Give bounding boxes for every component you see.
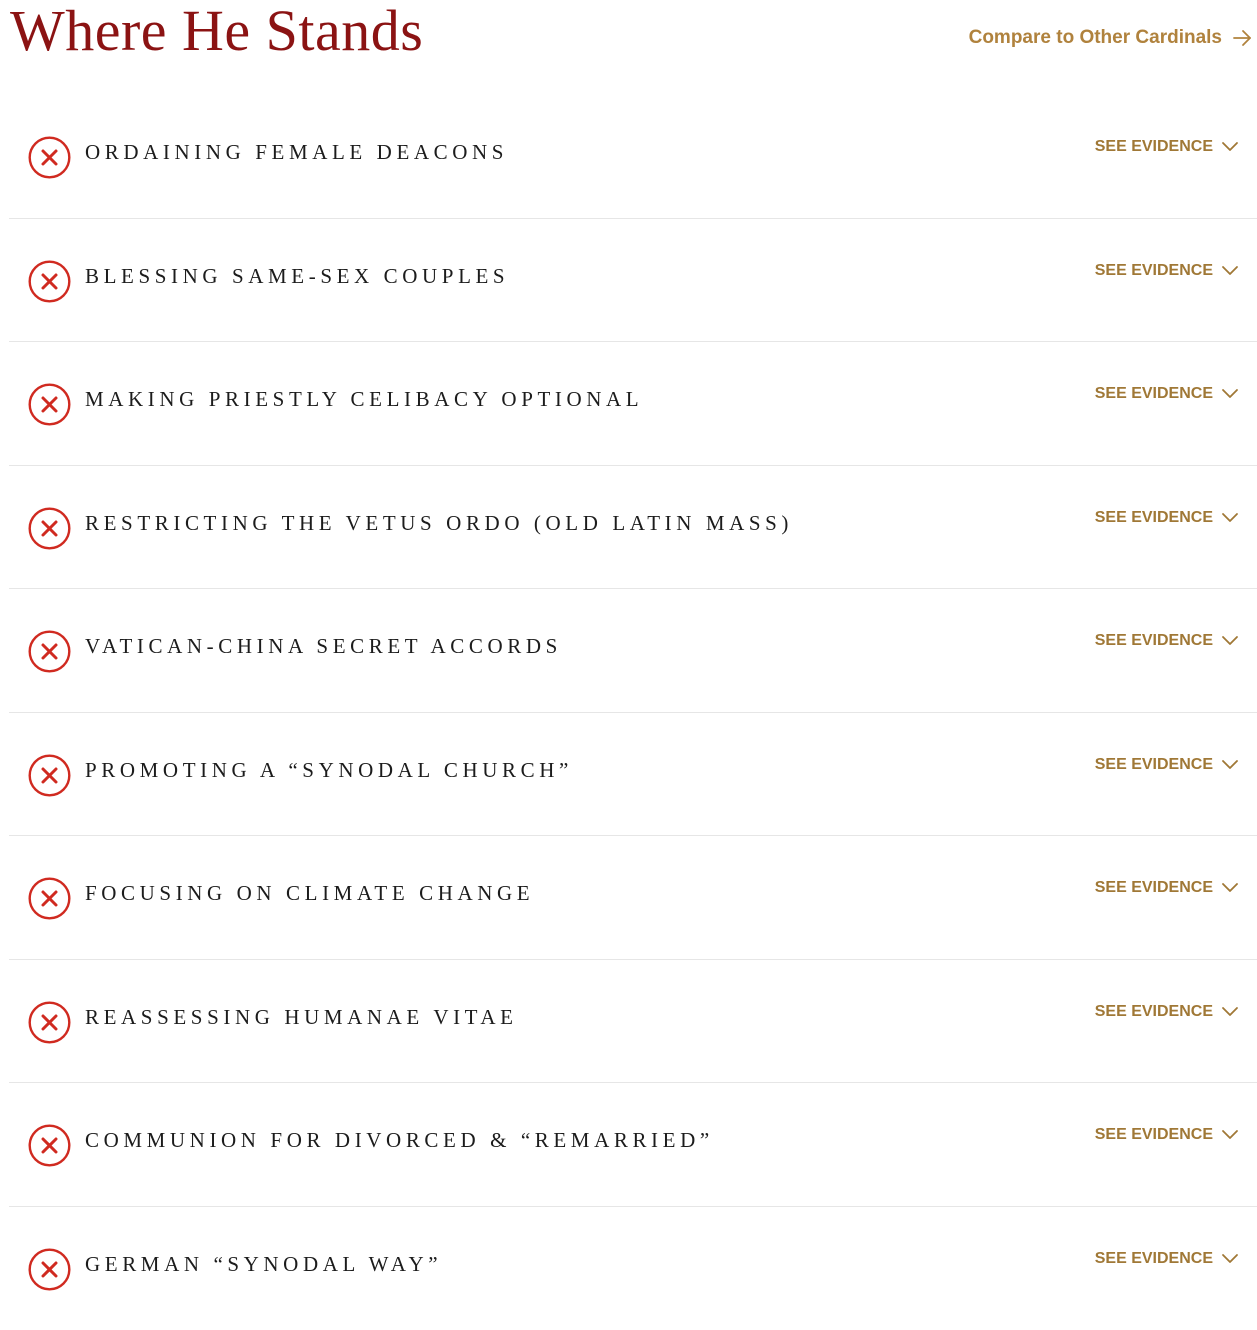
see-evidence-button[interactable] (1095, 1003, 1239, 1021)
see-evidence-button[interactable] (1095, 138, 1239, 156)
see-evidence-button[interactable] (1095, 756, 1239, 774)
stance-label: GERMAN “SYNODAL WAY” (85, 1251, 442, 1277)
x-circle-icon (28, 507, 71, 550)
see-evidence-label: SEE EVIDENCE (1095, 1250, 1213, 1268)
stance-label: ORDAINING FEMALE DEACONS (85, 139, 508, 165)
stance-row (9, 219, 1257, 343)
page-title: Where He Stands (10, 0, 423, 66)
see-evidence-button[interactable] (1095, 1250, 1239, 1268)
section-header (0, 0, 1257, 70)
stance-label: PROMOTING A “SYNODAL CHURCH” (85, 757, 573, 783)
chevron-down-icon (1221, 756, 1239, 774)
chevron-down-icon (1221, 509, 1239, 527)
chevron-down-icon (1221, 1003, 1239, 1021)
see-evidence-button[interactable] (1095, 1126, 1239, 1144)
arrow-right-icon (1232, 28, 1252, 48)
stance-label: COMMUNION FOR DIVORCED & “REMARRIED” (85, 1127, 714, 1153)
see-evidence-button[interactable] (1095, 879, 1239, 897)
x-circle-icon (28, 1001, 71, 1044)
stance-list (9, 95, 1257, 1330)
chevron-down-icon (1221, 1126, 1239, 1144)
stance-row (9, 836, 1257, 960)
stance-label: VATICAN-CHINA SECRET ACCORDS (85, 633, 562, 659)
stance-row (9, 1207, 1257, 1330)
see-evidence-button[interactable] (1095, 632, 1239, 650)
x-circle-icon (28, 1124, 71, 1167)
x-circle-icon (28, 383, 71, 426)
x-circle-icon (28, 260, 71, 303)
chevron-down-icon (1221, 138, 1239, 156)
see-evidence-label: SEE EVIDENCE (1095, 262, 1213, 280)
x-circle-icon (28, 877, 71, 920)
stance-row (9, 95, 1257, 219)
compare-link-label: Compare to Other Cardinals (969, 27, 1222, 49)
compare-cardinals-link[interactable] (969, 27, 1252, 49)
stance-row (9, 960, 1257, 1084)
see-evidence-label: SEE EVIDENCE (1095, 879, 1213, 897)
chevron-down-icon (1221, 1250, 1239, 1268)
stance-label: MAKING PRIESTLY CELIBACY OPTIONAL (85, 386, 643, 412)
see-evidence-button[interactable] (1095, 509, 1239, 527)
see-evidence-label: SEE EVIDENCE (1095, 1126, 1213, 1144)
see-evidence-button[interactable] (1095, 262, 1239, 280)
chevron-down-icon (1221, 879, 1239, 897)
see-evidence-label: SEE EVIDENCE (1095, 509, 1213, 527)
see-evidence-button[interactable] (1095, 385, 1239, 403)
see-evidence-label: SEE EVIDENCE (1095, 756, 1213, 774)
x-circle-icon (28, 630, 71, 673)
see-evidence-label: SEE EVIDENCE (1095, 138, 1213, 156)
see-evidence-label: SEE EVIDENCE (1095, 632, 1213, 650)
stance-label: RESTRICTING THE VETUS ORDO (OLD LATIN MASS) (85, 510, 793, 536)
stance-row (9, 342, 1257, 466)
stance-row (9, 713, 1257, 837)
stance-label: REASSESSING HUMANAE VITAE (85, 1004, 518, 1030)
x-circle-icon (28, 136, 71, 179)
stance-row (9, 1083, 1257, 1207)
chevron-down-icon (1221, 632, 1239, 650)
stance-label: FOCUSING ON CLIMATE CHANGE (85, 880, 534, 906)
x-circle-icon (28, 1248, 71, 1291)
stance-label: BLESSING SAME-SEX COUPLES (85, 263, 509, 289)
stance-row (9, 589, 1257, 713)
stance-row (9, 466, 1257, 590)
chevron-down-icon (1221, 385, 1239, 403)
chevron-down-icon (1221, 262, 1239, 280)
see-evidence-label: SEE EVIDENCE (1095, 1003, 1213, 1021)
x-circle-icon (28, 754, 71, 797)
see-evidence-label: SEE EVIDENCE (1095, 385, 1213, 403)
